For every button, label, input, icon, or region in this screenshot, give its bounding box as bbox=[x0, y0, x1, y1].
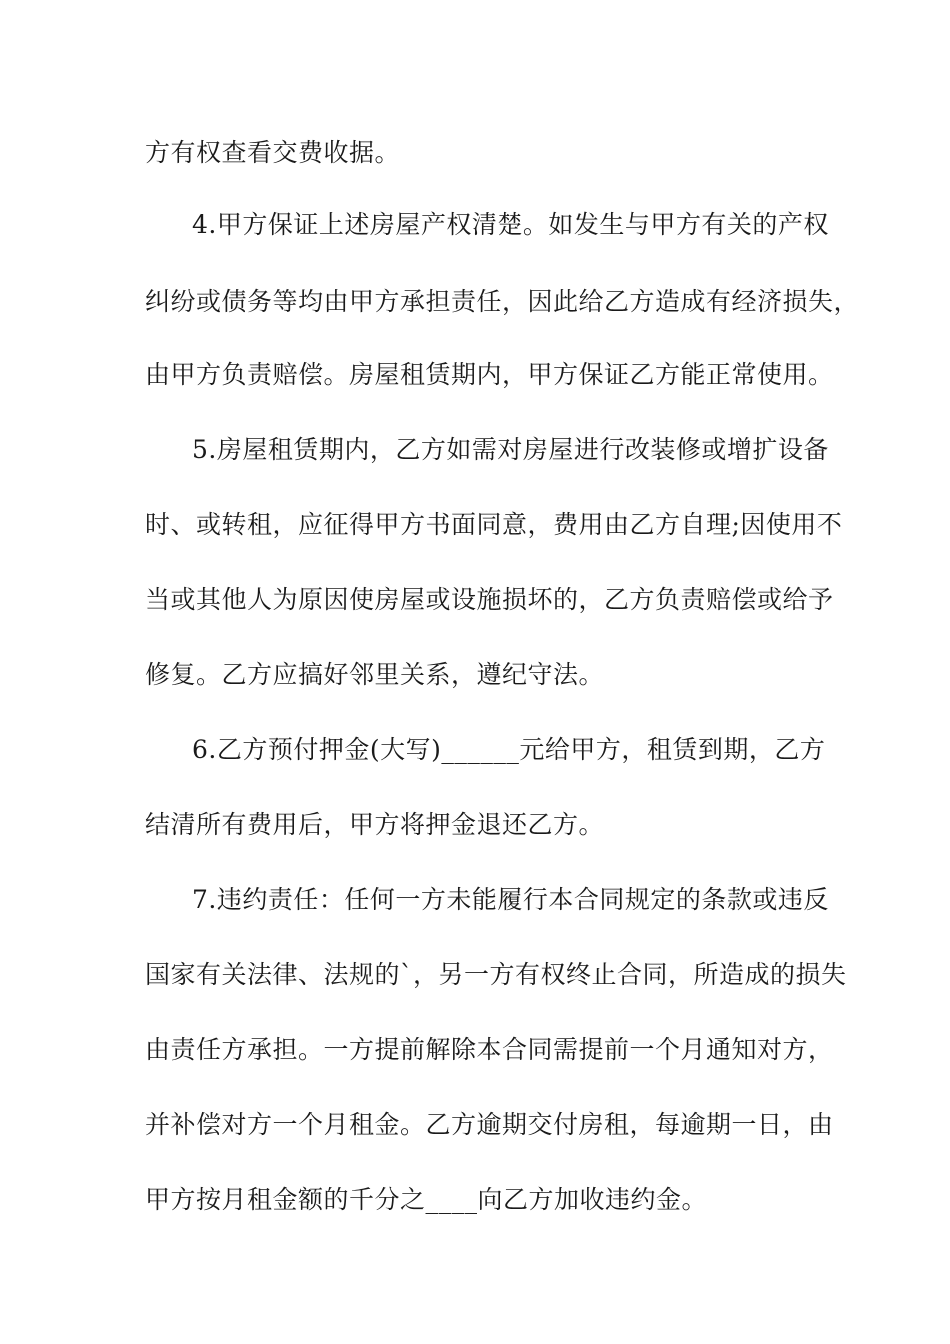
clause-6-line-2: 结清所有费用后，甲方将押金退还乙方。 bbox=[145, 810, 605, 839]
clause-5-line-4: 修复。乙方应搞好邻里关系，遵纪守法。 bbox=[145, 660, 605, 689]
clause-7-line-5: 甲方按月租金额的千分之____向乙方加收违约金。 bbox=[145, 1185, 708, 1214]
clause-7-line-1: 7.违约责任：任何一方未能履行本合同规定的条款或违反 bbox=[192, 885, 829, 914]
clause-7-line-2: 国家有关法律、法规的`，另一方有权终止合同，所造成的损失 bbox=[145, 960, 847, 989]
clause-5-line-2: 时、或转租，应征得甲方书面同意，费用由乙方自理;因使用不 bbox=[145, 510, 843, 539]
clause-5-line-1: 5.房屋租赁期内，乙方如需对房屋进行改装修或增扩设备 bbox=[192, 435, 829, 464]
text-line-1: 方有权查看交费收据。 bbox=[145, 138, 401, 167]
clause-5-line-3: 当或其他人为原因使房屋或设施损坏的，乙方负责赔偿或给予 bbox=[145, 585, 834, 614]
clause-4-line-3: 由甲方负责赔偿。房屋租赁期内，甲方保证乙方能正常使用。 bbox=[145, 360, 834, 389]
clause-4-line-2: 纠纷或债务等均由甲方承担责任，因此给乙方造成有经济损失， bbox=[145, 287, 860, 316]
clause-7-line-4: 并补偿对方一个月租金。乙方逾期交付房租，每逾期一日，由 bbox=[145, 1110, 834, 1139]
clause-6-line-1: 6.乙方预付押金(大写)______元给甲方，租赁到期，乙方 bbox=[192, 735, 826, 764]
clause-7-line-3: 由责任方承担。一方提前解除本合同需提前一个月通知对方， bbox=[145, 1035, 834, 1064]
clause-4-line-1: 4.甲方保证上述房屋产权清楚。如发生与甲方有关的产权 bbox=[192, 210, 829, 239]
